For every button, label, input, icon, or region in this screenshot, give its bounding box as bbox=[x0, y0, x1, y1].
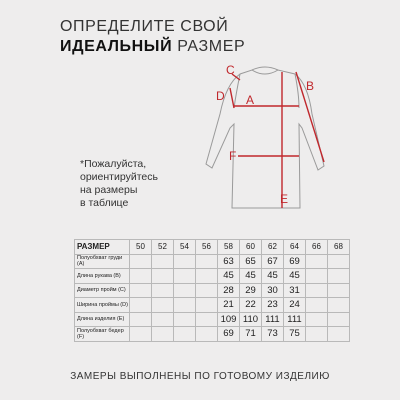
heading-bold-word: ИДЕАЛЬНЫЙ bbox=[60, 38, 173, 55]
dress-neckline bbox=[252, 67, 278, 70]
table-row bbox=[75, 298, 350, 313]
table-cell bbox=[152, 269, 174, 284]
table-cell: 109 bbox=[218, 312, 240, 327]
table-cell bbox=[306, 283, 328, 298]
label-b: B bbox=[306, 79, 315, 93]
label-c: C bbox=[226, 63, 235, 77]
table-cell bbox=[306, 327, 328, 342]
label-a: A bbox=[246, 93, 255, 107]
table-cell bbox=[306, 254, 328, 269]
heading-rest: РАЗМЕР bbox=[172, 38, 246, 55]
table-cell bbox=[328, 298, 350, 313]
row-label: Длина рукава (B) bbox=[75, 269, 130, 284]
size-col: 56 bbox=[196, 240, 218, 255]
table-cell: 45 bbox=[218, 269, 240, 284]
table-cell bbox=[196, 283, 218, 298]
heading-line-1: ОПРЕДЕЛИТЕ СВОЙ bbox=[60, 18, 229, 35]
table-cell bbox=[130, 269, 152, 284]
table-cell bbox=[174, 312, 196, 327]
table-cell bbox=[196, 327, 218, 342]
table-cell bbox=[152, 254, 174, 269]
table-cell: 75 bbox=[284, 327, 306, 342]
label-e: E bbox=[280, 192, 289, 206]
table-row bbox=[75, 312, 350, 327]
row-label: Диаметр пройм (C) bbox=[75, 283, 130, 298]
table-cell: 21 bbox=[218, 298, 240, 313]
table-cell: 63 bbox=[218, 254, 240, 269]
size-col: 68 bbox=[328, 240, 350, 255]
size-col: 50 bbox=[130, 240, 152, 255]
table-cell: 31 bbox=[284, 283, 306, 298]
table-cell bbox=[196, 254, 218, 269]
table-cell: 45 bbox=[240, 269, 262, 284]
size-col: 58 bbox=[218, 240, 240, 255]
table-cell: 28 bbox=[218, 283, 240, 298]
table-cell bbox=[130, 327, 152, 342]
table-cell: 69 bbox=[218, 327, 240, 342]
table-row bbox=[75, 283, 350, 298]
table-cell: 30 bbox=[262, 283, 284, 298]
note-text bbox=[80, 158, 190, 210]
label-d: D bbox=[216, 89, 225, 103]
table-cell bbox=[174, 283, 196, 298]
table-cell bbox=[196, 269, 218, 284]
table-cell bbox=[328, 327, 350, 342]
size-col: 60 bbox=[240, 240, 262, 255]
note-line-3: на размеры bbox=[80, 184, 138, 196]
table-cell bbox=[306, 269, 328, 284]
table-cell: 111 bbox=[284, 312, 306, 327]
table-cell: 69 bbox=[284, 254, 306, 269]
table-cell bbox=[130, 312, 152, 327]
dress-measurement-diagram bbox=[200, 58, 340, 218]
table-cell: 22 bbox=[240, 298, 262, 313]
table-cell bbox=[328, 283, 350, 298]
size-col: 62 bbox=[262, 240, 284, 255]
table-row bbox=[75, 254, 350, 269]
table-cell bbox=[174, 298, 196, 313]
size-col: 54 bbox=[174, 240, 196, 255]
heading-line-2 bbox=[60, 38, 245, 56]
table-cell: 110 bbox=[240, 312, 262, 327]
row-label: Длина изделия (E) bbox=[75, 312, 130, 327]
table-cell bbox=[152, 298, 174, 313]
row-label: Полуобхват бедер (F) bbox=[75, 327, 130, 342]
table-cell bbox=[152, 283, 174, 298]
row-label: Полуобхват груди (А) bbox=[75, 254, 130, 269]
table-cell bbox=[306, 298, 328, 313]
table-cell bbox=[174, 327, 196, 342]
table-header-label: РАЗМЕР bbox=[75, 240, 130, 255]
table-cell: 45 bbox=[262, 269, 284, 284]
table-cell: 73 bbox=[262, 327, 284, 342]
size-col: 52 bbox=[152, 240, 174, 255]
table-cell bbox=[174, 269, 196, 284]
table-cell bbox=[130, 283, 152, 298]
table-cell bbox=[130, 298, 152, 313]
table-cell bbox=[152, 312, 174, 327]
size-col: 64 bbox=[284, 240, 306, 255]
label-f: F bbox=[229, 149, 237, 163]
table-row bbox=[75, 327, 350, 342]
note-line-2: ориентируйтесь bbox=[80, 171, 158, 183]
table-cell bbox=[152, 327, 174, 342]
table-cell bbox=[328, 312, 350, 327]
table-cell bbox=[328, 254, 350, 269]
size-table bbox=[74, 239, 350, 342]
table-cell: 29 bbox=[240, 283, 262, 298]
table-cell: 24 bbox=[284, 298, 306, 313]
table-cell: 67 bbox=[262, 254, 284, 269]
table-cell bbox=[174, 254, 196, 269]
table-cell bbox=[196, 312, 218, 327]
table-header-row bbox=[75, 240, 350, 255]
table-cell bbox=[196, 298, 218, 313]
note-line-4: в таблице bbox=[80, 197, 129, 209]
table-cell: 45 bbox=[284, 269, 306, 284]
table-cell: 71 bbox=[240, 327, 262, 342]
table-cell bbox=[130, 254, 152, 269]
table-cell: 23 bbox=[262, 298, 284, 313]
table-cell: 65 bbox=[240, 254, 262, 269]
table-row bbox=[75, 269, 350, 284]
size-col: 66 bbox=[306, 240, 328, 255]
footer-note: ЗАМЕРЫ ВЫПОЛНЕНЫ ПО ГОТОВОМУ ИЗДЕЛИЮ bbox=[70, 371, 330, 382]
table-cell bbox=[328, 269, 350, 284]
table-cell bbox=[306, 312, 328, 327]
row-label: Ширина проймы (D) bbox=[75, 298, 130, 313]
armhole-width-line-d bbox=[230, 88, 234, 108]
note-line-1: *Пожалуйста, bbox=[80, 158, 147, 170]
table-cell: 111 bbox=[262, 312, 284, 327]
